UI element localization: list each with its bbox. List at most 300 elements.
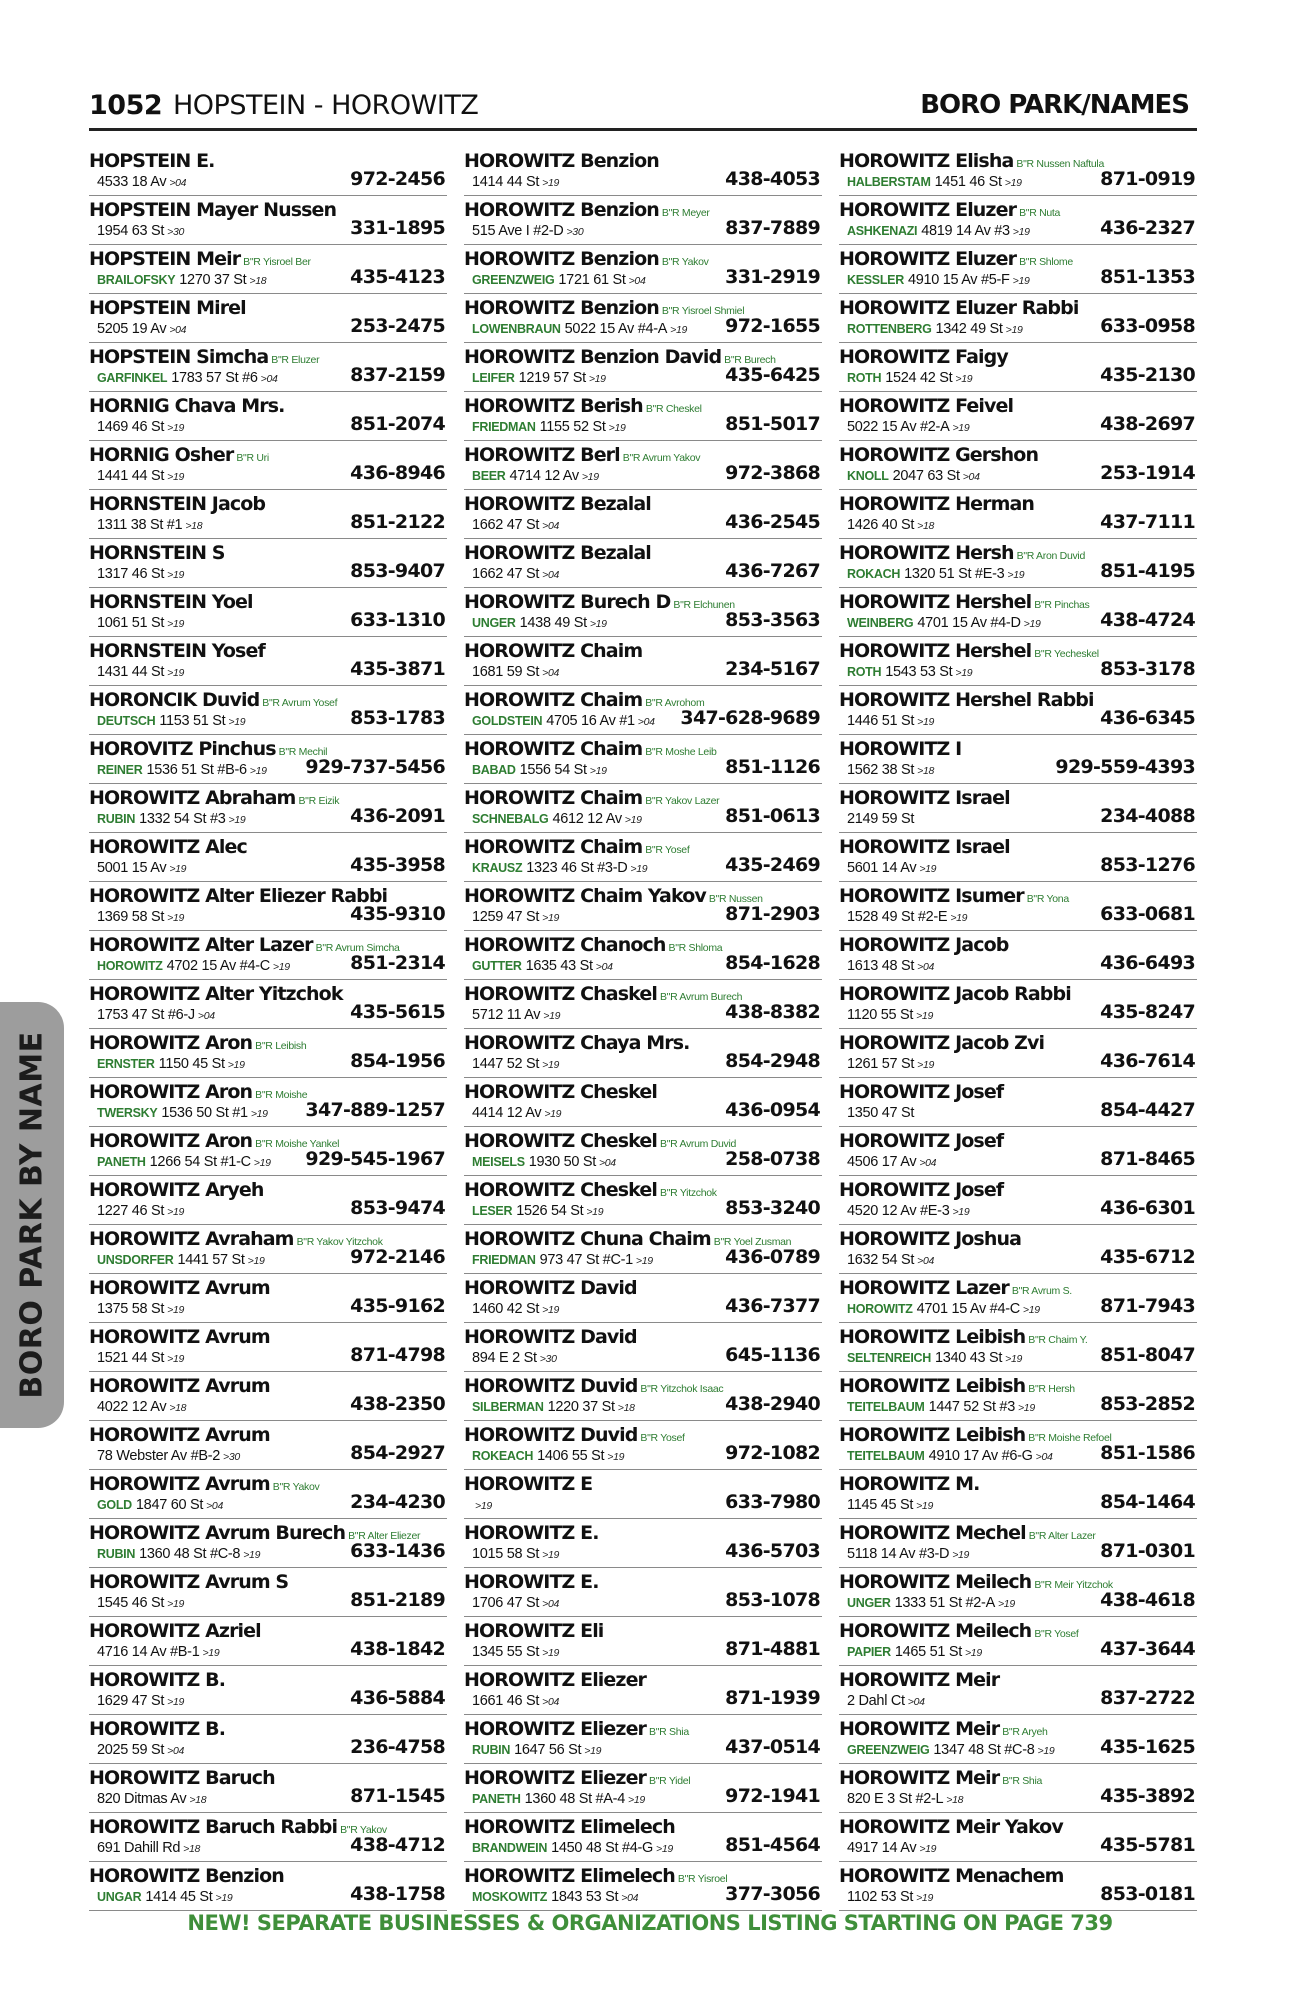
listing-phone[interactable]: 437-7111 <box>1100 511 1195 533</box>
listing-entry <box>464 637 822 686</box>
listing-phone[interactable]: 853-2852 <box>1100 1393 1195 1415</box>
listing-zip-code: >19 <box>916 1892 933 1904</box>
listing-name: HORNSTEIN Yoel <box>89 591 253 613</box>
listing-address: 1843 53 St <box>551 1889 619 1905</box>
listing-name: HOROWITZ Burech D <box>464 591 671 613</box>
listing-name: HOROWITZ Meilech <box>839 1620 1032 1642</box>
listing-maiden-name: PANETH <box>97 1155 146 1169</box>
listing-parent-name: B"R Yisroel <box>677 1873 728 1885</box>
listing-phone[interactable]: 871-2903 <box>725 903 820 925</box>
listing-phone[interactable]: 871-4881 <box>725 1638 820 1660</box>
listing-phone[interactable]: 853-1783 <box>350 707 445 729</box>
listing-maiden-name: TEITELBAUM <box>847 1449 925 1463</box>
listing-name: HOROVITZ Pinchus <box>89 738 276 760</box>
listing-name: HOROWITZ Hershel Rabbi <box>839 689 1094 711</box>
listing-entry <box>464 147 822 196</box>
listing-parent-name: B"R Avrum Yosef <box>262 697 338 709</box>
listing-phone[interactable]: 871-1939 <box>725 1687 820 1709</box>
listing-phone[interactable]: 253-2475 <box>350 315 445 337</box>
listing-zip-code: >19 <box>955 667 973 679</box>
listing-phone[interactable]: 871-1545 <box>350 1785 445 1807</box>
listing-phone[interactable]: 436-8946 <box>350 462 445 484</box>
listing-address: 973 47 St #C-1 <box>539 1252 633 1268</box>
listing-zip-code: >19 <box>1012 226 1030 238</box>
listing-phone[interactable]: 854-1628 <box>725 952 820 974</box>
listing-phone[interactable]: 435-8247 <box>1100 1001 1195 1023</box>
listing-phone[interactable]: 437-0514 <box>725 1736 820 1758</box>
listing-phone[interactable]: 837-2159 <box>350 364 445 386</box>
listing-phone[interactable]: 851-2189 <box>350 1589 445 1611</box>
listing-entry <box>839 1225 1197 1274</box>
listing-phone[interactable]: 234-4230 <box>350 1491 445 1513</box>
listing-phone[interactable]: 438-4712 <box>350 1834 445 1856</box>
listing-address: 1333 51 St #2-A <box>894 1595 995 1611</box>
listing-name: HOROWITZ Duvid <box>464 1375 638 1397</box>
listing-zip-code: >19 <box>656 1843 673 1855</box>
listing-name: HOROWITZ M. <box>839 1473 980 1495</box>
listing-phone[interactable]: 438-1842 <box>350 1638 445 1660</box>
listing-maiden-name: HALBERSTAM <box>847 175 931 189</box>
listing-phone[interactable]: 435-4123 <box>350 266 445 288</box>
listing-parent-name: B"R Nussen Naftula <box>1016 158 1105 170</box>
listing-phone[interactable]: 972-3868 <box>725 462 820 484</box>
listing-entry <box>839 1519 1197 1568</box>
listing-zip-code: >19 <box>624 814 642 826</box>
listing-entry <box>464 980 822 1029</box>
listing-address: 1447 52 St <box>472 1056 540 1072</box>
listing-address: 1450 48 St #4-G <box>551 1840 653 1856</box>
listing-phone[interactable]: 236-4758 <box>350 1736 445 1758</box>
listing-name: HOROWITZ Isumer <box>839 885 1024 907</box>
listing-phone[interactable]: 929-737-5456 <box>305 756 445 778</box>
listing-zip-code: >04 <box>169 324 187 336</box>
listing-entry <box>89 1862 447 1911</box>
listing-zip-code: >19 <box>919 1843 937 1855</box>
listing-address: 1350 47 St <box>847 1105 915 1121</box>
listing-name: HOROWITZ Abraham <box>89 787 296 809</box>
listing-address: 1447 52 St #3 <box>928 1399 1015 1415</box>
listing-entry <box>839 1029 1197 1078</box>
listing-entry <box>464 686 822 735</box>
listing-phone[interactable]: 377-3056 <box>725 1883 820 1905</box>
listing-zip-code: >19 <box>542 912 560 924</box>
listing-name: HOROWITZ Benzion <box>464 297 659 319</box>
listing-address: 1414 44 St <box>472 174 540 190</box>
listing-name: HOROWITZ Feivel <box>839 395 1014 417</box>
listing-phone[interactable]: 436-5884 <box>350 1687 445 1709</box>
listing-phone[interactable]: 853-0181 <box>1100 1883 1195 1905</box>
listing-parent-name: B"R Yidel <box>649 1775 691 1787</box>
listing-phone[interactable]: 435-2469 <box>725 854 820 876</box>
listing-parent-name: B"R Avrum S. <box>1011 1285 1072 1297</box>
listing-address: 1721 61 St <box>558 272 626 288</box>
listing-zip-code: >19 <box>167 471 185 483</box>
listing-phone[interactable]: 853-3563 <box>725 609 820 631</box>
listing-address: 1145 45 St <box>847 1497 914 1513</box>
listing-zip-code: >19 <box>543 1010 561 1022</box>
listing-phone[interactable]: 436-0954 <box>725 1099 820 1121</box>
listing-phone[interactable]: 854-4427 <box>1100 1099 1195 1121</box>
listing-zip-code: >19 <box>167 618 185 630</box>
listing-zip-code: >18 <box>183 1843 201 1855</box>
listing-maiden-name: SELTENREICH <box>847 1351 931 1365</box>
listing-address: 4533 18 Av <box>97 174 167 190</box>
listing-entry <box>464 1421 822 1470</box>
listing-name: HORNIG Osher <box>89 444 234 466</box>
listing-phone[interactable]: 854-1464 <box>1100 1491 1195 1513</box>
listing-zip-code: >19 <box>627 1794 645 1806</box>
listing-entry <box>839 1176 1197 1225</box>
listing-phone[interactable]: 436-7614 <box>1100 1050 1195 1072</box>
side-tab[interactable] <box>0 1002 64 1428</box>
listing-name: HOROWITZ Avrum <box>89 1473 270 1495</box>
listing-phone[interactable]: 851-1586 <box>1100 1442 1195 1464</box>
listing-phone[interactable]: 851-1126 <box>725 756 820 778</box>
listing-phone[interactable]: 633-0958 <box>1100 315 1195 337</box>
listing-entry <box>839 637 1197 686</box>
listing-name: HOROWITZ Avrum Burech <box>89 1522 346 1544</box>
listing-phone[interactable]: 436-6493 <box>1100 952 1195 974</box>
listing-phone[interactable]: 438-8382 <box>725 1001 820 1023</box>
listing-phone[interactable]: 853-1078 <box>725 1589 820 1611</box>
listing-parent-name: B"R Moishe Yankel <box>255 1138 340 1150</box>
listing-address: 2047 63 St <box>892 468 960 484</box>
listing-zip-code: >18 <box>917 765 935 777</box>
listing-zip-code: >19 <box>1004 177 1022 189</box>
listing-address: 1227 46 St <box>97 1203 165 1219</box>
listing-phone[interactable]: 871-0301 <box>1100 1540 1195 1562</box>
listing-phone[interactable]: 438-2697 <box>1100 413 1195 435</box>
listing-name: HOROWITZ Eluzer <box>839 248 1017 270</box>
listing-name: HOROWITZ Avrum <box>89 1424 270 1446</box>
listing-parent-name: B"R Yakov <box>272 1481 320 1493</box>
listing-entry <box>89 1176 447 1225</box>
listing-zip-code: >18 <box>169 1402 187 1414</box>
listing-entry <box>839 1127 1197 1176</box>
listing-entry <box>464 1127 822 1176</box>
listing-phone[interactable]: 435-3958 <box>350 854 445 876</box>
listing-name: HOROWITZ Elisha <box>839 150 1014 172</box>
listing-phone[interactable]: 854-2927 <box>350 1442 445 1464</box>
listing-phone[interactable]: 435-5781 <box>1100 1834 1195 1856</box>
listing-phone[interactable]: 436-5703 <box>725 1540 820 1562</box>
listing-zip-code: >19 <box>542 1647 560 1659</box>
listing-entry <box>464 343 822 392</box>
listing-address: 1261 57 St <box>847 1056 915 1072</box>
listing-maiden-name: LESER <box>472 1204 513 1218</box>
listing-phone[interactable]: 851-2122 <box>350 511 445 533</box>
listing-zip-code: >19 <box>607 1451 625 1463</box>
listing-address: 1270 37 St <box>179 272 247 288</box>
listing-entry <box>89 833 447 882</box>
listing-phone[interactable]: 234-5167 <box>725 658 820 680</box>
listing-zip-code: >19 <box>608 422 626 434</box>
listing-entry <box>839 686 1197 735</box>
listing-address: 1438 49 St <box>519 615 587 631</box>
listing-phone[interactable]: 438-4053 <box>725 168 820 190</box>
listing-zip-code: >04 <box>206 1500 223 1512</box>
listing-address: 1102 53 St <box>847 1889 914 1905</box>
listing-address: 1332 54 St #3 <box>139 811 226 827</box>
listing-zip-code: >19 <box>167 422 185 434</box>
listing-phone[interactable]: 435-9162 <box>350 1295 445 1317</box>
listing-name: HOROWITZ B. <box>89 1669 226 1691</box>
listing-phone[interactable]: 633-1310 <box>350 609 445 631</box>
listing-zip-code: >04 <box>917 1255 935 1267</box>
listing-maiden-name: HOROWITZ <box>847 1302 913 1316</box>
listing-phone[interactable]: 234-4088 <box>1100 805 1195 827</box>
listing-zip-code: >19 <box>952 1206 970 1218</box>
listing-entry <box>839 1078 1197 1127</box>
listing-entry <box>89 1715 447 1764</box>
listing-zip-code: >19 <box>1022 1304 1040 1316</box>
listing-name: HOROWITZ Eluzer Rabbi <box>839 297 1079 319</box>
listing-maiden-name: ROTH <box>847 665 882 679</box>
listing-phone[interactable]: 837-7889 <box>725 217 820 239</box>
listing-phone[interactable]: 633-1436 <box>350 1540 445 1562</box>
listing-phone[interactable]: 871-0919 <box>1100 168 1195 190</box>
listing-address: 2025 59 St <box>97 1742 165 1758</box>
listing-entry <box>89 294 447 343</box>
listing-zip-code: >04 <box>598 1157 616 1169</box>
listing-phone[interactable]: 436-7377 <box>725 1295 820 1317</box>
listing-phone[interactable]: 438-2940 <box>725 1393 820 1415</box>
listing-name: HOROWITZ Leibish <box>839 1326 1026 1348</box>
listing-entry <box>464 1862 822 1911</box>
listing-address: 1406 55 St <box>537 1448 605 1464</box>
listing-entry <box>839 1274 1197 1323</box>
listing-zip-code: >30 <box>566 226 584 238</box>
listing-phone[interactable]: 435-6425 <box>725 364 820 386</box>
listing-zip-code: >18 <box>249 275 267 287</box>
listing-parent-name: B"R Aryeh <box>1002 1726 1048 1738</box>
listing-phone[interactable]: 972-1941 <box>725 1785 820 1807</box>
listing-parent-name: B"R Avrum Burech <box>659 991 743 1003</box>
listing-address: 4702 15 Av #4-C <box>166 958 270 974</box>
listing-phone[interactable]: 253-1914 <box>1100 462 1195 484</box>
listing-name: HOROWITZ Baruch Rabbi <box>89 1816 338 1838</box>
listing-address: 1613 48 St <box>847 958 915 974</box>
listing-zip-code: >19 <box>542 1304 560 1316</box>
listing-phone[interactable]: 633-0681 <box>1100 903 1195 925</box>
listing-name: HOROWITZ Chuna Chaim <box>464 1228 711 1250</box>
listing-address: 1681 59 St <box>472 664 540 680</box>
listing-entry <box>464 441 822 490</box>
listing-phone[interactable]: 851-5017 <box>725 413 820 435</box>
listing-phone[interactable]: 645-1136 <box>725 1344 820 1366</box>
listing-entry <box>89 1421 447 1470</box>
listing-address: 1783 57 St #6 <box>171 370 258 386</box>
listing-entry <box>839 343 1197 392</box>
listing-phone[interactable]: 435-6712 <box>1100 1246 1195 1268</box>
listing-zip-code: >04 <box>169 177 187 189</box>
listing-zip-code: >18 <box>617 1402 635 1414</box>
listing-maiden-name: BABAD <box>472 763 516 777</box>
listing-name: HOROWITZ David <box>464 1277 637 1299</box>
listing-address: 4917 14 Av <box>847 1840 917 1856</box>
listing-maiden-name: GUTTER <box>472 959 522 973</box>
listing-parent-name: B"R Moishe <box>255 1089 308 1101</box>
listing-name: HOROWITZ David <box>464 1326 637 1348</box>
listing-address: 1460 42 St <box>472 1301 540 1317</box>
listing-phone[interactable]: 851-4195 <box>1100 560 1195 582</box>
listing-phone[interactable]: 854-2948 <box>725 1050 820 1072</box>
listing-parent-name: B"R Shia <box>1002 1775 1043 1787</box>
listing-address: 1562 38 St <box>847 762 915 778</box>
listing-phone[interactable]: 851-2074 <box>350 413 445 435</box>
listing-phone[interactable]: 929-559-4393 <box>1055 756 1195 778</box>
listing-phone[interactable]: 331-2919 <box>725 266 820 288</box>
listing-entry <box>89 637 447 686</box>
listing-address: 2149 59 St <box>847 811 915 827</box>
listing-address: 1661 46 St <box>472 1693 540 1709</box>
listing-phone[interactable]: 438-4724 <box>1100 609 1195 631</box>
listing-entry <box>839 1715 1197 1764</box>
listing-address: 1543 53 St <box>885 664 953 680</box>
listing-phone[interactable]: 633-7980 <box>725 1491 820 1513</box>
listing-maiden-name: GOLD <box>97 1498 132 1512</box>
listing-phone[interactable]: 438-2350 <box>350 1393 445 1415</box>
listing-maiden-name: ERNSTER <box>97 1057 155 1071</box>
listing-phone[interactable]: 929-545-1967 <box>305 1148 445 1170</box>
listing-address: 1360 48 St #C-8 <box>139 1546 241 1562</box>
directory-column-3 <box>839 147 1197 1911</box>
listing-phone[interactable]: 853-9474 <box>350 1197 445 1219</box>
listing-maiden-name: RUBIN <box>97 1547 136 1561</box>
listing-phone[interactable]: 347-889-1257 <box>305 1099 445 1121</box>
listing-address: 1469 46 St <box>97 419 165 435</box>
listing-zip-code: >19 <box>588 373 606 385</box>
listing-parent-name: B"R Yona <box>1026 893 1069 905</box>
listing-phone[interactable]: 347-628-9689 <box>680 707 820 729</box>
listing-name: HOROWITZ Alec <box>89 836 247 858</box>
listing-phone[interactable]: 436-6345 <box>1100 707 1195 729</box>
listing-phone[interactable]: 435-5615 <box>350 1001 445 1023</box>
listing-name: HOROWITZ Cheskel <box>464 1179 658 1201</box>
listing-phone[interactable]: 871-7943 <box>1100 1295 1195 1317</box>
section-title: BORO PARK/NAMES <box>920 90 1189 120</box>
listing-parent-name: B"R Elchunen <box>673 599 735 611</box>
listing-address: 1526 54 St <box>516 1203 584 1219</box>
listing-zip-code: >19 <box>227 1059 245 1071</box>
listing-phone[interactable]: 853-3240 <box>725 1197 820 1219</box>
listing-address: 1266 54 St #1-C <box>149 1154 251 1170</box>
listing-phone[interactable]: 435-1625 <box>1100 1736 1195 1758</box>
listing-phone[interactable]: 851-8047 <box>1100 1344 1195 1366</box>
listing-entry <box>89 1029 447 1078</box>
listing-entry <box>89 441 447 490</box>
listing-name: HOROWITZ Avrum <box>89 1277 270 1299</box>
listing-zip-code: >04 <box>197 1010 215 1022</box>
listing-address: 5022 15 Av #4-A <box>564 321 668 337</box>
listing-entry <box>839 539 1197 588</box>
listing-phone[interactable]: 436-2327 <box>1100 217 1195 239</box>
listing-entry <box>89 735 447 784</box>
listing-entry <box>464 1617 822 1666</box>
listing-name: HOPSTEIN E. <box>89 150 215 172</box>
listing-address: 1015 58 St <box>472 1546 540 1562</box>
listing-entry <box>464 294 822 343</box>
listing-name: HOROWITZ Cheskel <box>464 1130 658 1152</box>
listing-phone[interactable]: 871-8465 <box>1100 1148 1195 1170</box>
listing-phone[interactable]: 435-3892 <box>1100 1785 1195 1807</box>
listing-zip-code: >04 <box>962 471 980 483</box>
listing-phone[interactable]: 851-0613 <box>725 805 820 827</box>
listing-phone[interactable]: 438-4618 <box>1100 1589 1195 1611</box>
listing-phone[interactable]: 853-3178 <box>1100 658 1195 680</box>
listing-address: 78 Webster Av #B-2 <box>97 1448 221 1464</box>
listing-entry <box>89 539 447 588</box>
listing-phone[interactable]: 437-3644 <box>1100 1638 1195 1660</box>
listing-phone[interactable]: 851-2314 <box>350 952 445 974</box>
listing-phone[interactable]: 436-0789 <box>725 1246 820 1268</box>
listing-phone[interactable]: 837-2722 <box>1100 1687 1195 1709</box>
listing-phone[interactable]: 853-9407 <box>350 560 445 582</box>
listing-phone[interactable]: 436-7267 <box>725 560 820 582</box>
listing-address: 5118 14 Av #3-D <box>847 1546 950 1562</box>
listing-phone[interactable]: 972-1655 <box>725 315 820 337</box>
listing-name: HOROWITZ Herman <box>839 493 1035 515</box>
listing-entry <box>839 441 1197 490</box>
listing-parent-name: B"R Alter Eliezer <box>348 1530 421 1542</box>
listing-address: 820 E 3 St #2-L <box>847 1791 944 1807</box>
listing-phone[interactable]: 851-1353 <box>1100 266 1195 288</box>
listing-name: HOROWITZ Chaim <box>464 689 643 711</box>
listing-name: HOROWITZ Aron <box>89 1032 253 1054</box>
listing-phone[interactable]: 436-2545 <box>725 511 820 533</box>
listing-phone[interactable]: 972-1082 <box>725 1442 820 1464</box>
listing-phone[interactable]: 331-1895 <box>350 217 445 239</box>
listing-entry <box>464 1470 822 1519</box>
listing-phone[interactable]: 853-1276 <box>1100 854 1195 876</box>
listing-maiden-name: GOLDSTEIN <box>472 714 543 728</box>
listing-address: 4414 12 Av <box>472 1105 542 1121</box>
listing-maiden-name: UNGER <box>847 1596 891 1610</box>
listing-entry <box>89 1127 447 1176</box>
listing-parent-name: B"R Meyer <box>661 207 710 219</box>
listing-parent-name: B"R Shloma <box>668 942 723 954</box>
side-tab-label: BORO PARK BY NAME <box>14 1031 50 1399</box>
listing-phone[interactable]: 435-9310 <box>350 903 445 925</box>
listing-zip-code: >19 <box>167 1598 185 1610</box>
listing-phone[interactable]: 972-2146 <box>350 1246 445 1268</box>
listing-entry <box>464 1274 822 1323</box>
listing-maiden-name: LEIFER <box>472 371 515 385</box>
listing-name: HOROWITZ Chaya Mrs. <box>464 1032 690 1054</box>
listing-phone[interactable]: 854-1956 <box>350 1050 445 1072</box>
listing-address: 4910 15 Av #5-F <box>907 272 1010 288</box>
listing-address: 1629 47 St <box>97 1693 165 1709</box>
listing-phone[interactable]: 435-3871 <box>350 658 445 680</box>
listing-phone[interactable]: 258-0738 <box>725 1148 820 1170</box>
listing-phone[interactable]: 972-2456 <box>350 168 445 190</box>
listing-maiden-name: ROTH <box>847 371 882 385</box>
listing-phone[interactable]: 871-4798 <box>350 1344 445 1366</box>
listing-phone[interactable]: 435-2130 <box>1100 364 1195 386</box>
listing-phone[interactable]: 851-4564 <box>725 1834 820 1856</box>
listing-name: HORNIG Chava Mrs. <box>89 395 285 417</box>
listing-phone[interactable]: 438-1758 <box>350 1883 445 1905</box>
listing-parent-name: B"R Yitzchok <box>660 1187 717 1199</box>
listing-name: HOROWITZ E <box>464 1473 593 1495</box>
listing-name: HOPSTEIN Mirel <box>89 297 246 319</box>
listing-phone[interactable]: 436-6301 <box>1100 1197 1195 1219</box>
listing-phone[interactable]: 436-2091 <box>350 805 445 827</box>
listing-entry <box>89 1813 447 1862</box>
listing-address: 1061 51 St <box>97 615 165 631</box>
listing-zip-code: >19 <box>952 422 970 434</box>
listing-parent-name: B"R Yosef <box>1034 1628 1079 1640</box>
